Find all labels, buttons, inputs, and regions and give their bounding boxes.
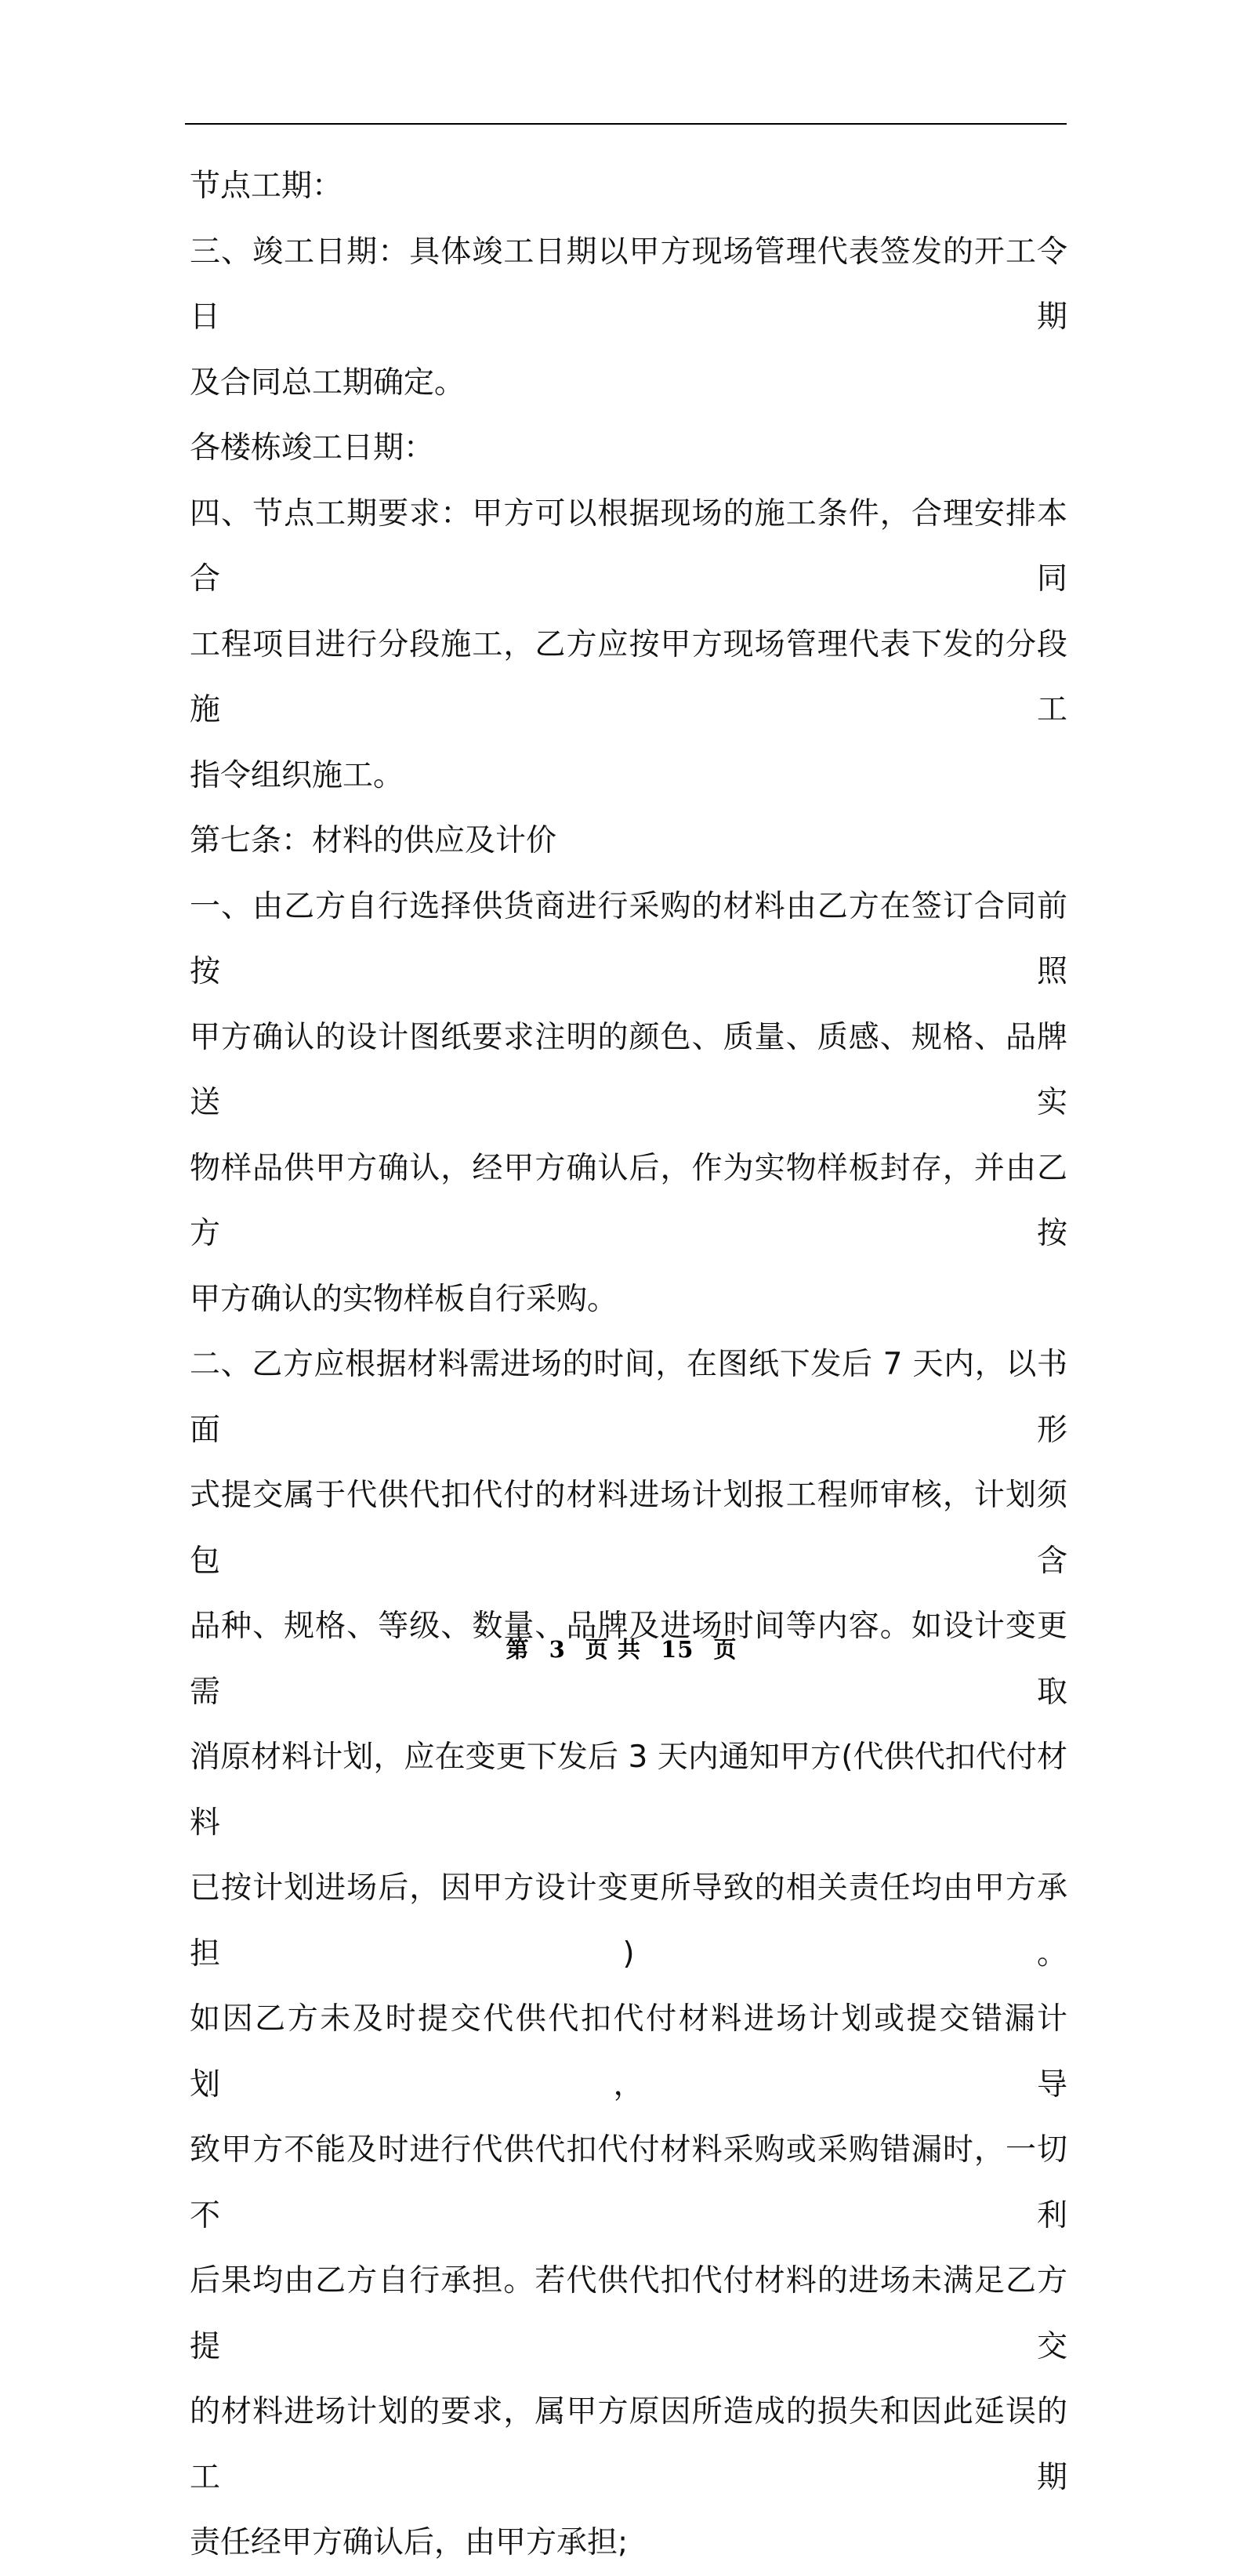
text-line: 节点工期： [190, 169, 343, 204]
text-line: 品种、规格、等级、数量、品牌及进场时间等内容。如设计变更需取 [190, 1609, 1067, 1710]
footer-prefix: 第 [506, 1636, 530, 1663]
text-line: 已按计划进场后，因甲方设计变更所导致的相关责任均由甲方承担)。 [190, 1870, 1067, 1972]
footer-suffix: 页 [713, 1636, 737, 1663]
text-line: 四、节点工期要求：甲方可以根据现场的施工条件，合理安排本合同 [190, 495, 1067, 597]
text-line: 如因乙方未及时提交代供代扣代付材料进场计划或提交错漏计划，导 [190, 2001, 1067, 2103]
total-page-count: 15 [661, 1636, 694, 1663]
document-body [190, 154, 1067, 2576]
text-line: 责任经甲方确认后，由甲方承担; [190, 2525, 629, 2560]
text-line: 后果均由乙方自行承担。若代供代扣代付材料的进场未满足乙方提交 [190, 2263, 1067, 2364]
text-line: 物样品供甲方确认，经甲方确认后，作为实物样板封存，并由乙方按 [190, 1150, 1067, 1251]
text-line: 致甲方不能及时进行代供代扣代付材料采购或采购错漏时，一切不利 [190, 2132, 1067, 2233]
text-line: 二、乙方应根据材料需进场的时间，在图纸下发后 7 天内，以书面形 [190, 1347, 1067, 1448]
text-line: 一、由乙方自行选择供货商进行采购的材料由乙方在签订合同前按照 [190, 888, 1067, 989]
text-line: 甲方确认的实物样板自行采购。 [190, 1281, 618, 1317]
text-line: 各楼栋竣工日期： [190, 430, 435, 466]
text-line: 及合同总工期确定。 [190, 365, 466, 401]
text-line: 的材料进场计划的要求，属甲方原因所造成的损失和因此延误的工期 [190, 2394, 1067, 2495]
section-heading: 第七条：材料的供应及计价 [190, 823, 557, 858]
header-rule [185, 123, 1067, 125]
text-line: 式提交属于代供代扣代付的材料进场计划报工程师审核，计划须包含 [190, 1478, 1067, 1579]
footer-middle: 页 共 [585, 1636, 641, 1663]
page-footer [0, 1632, 1243, 1664]
text-line: 消原材料计划，应在变更下发后 3 天内通知甲方(代供代扣代付材料 [190, 1740, 1067, 1841]
current-page-number: 3 [549, 1636, 566, 1663]
text-line: 指令组织施工。 [190, 757, 404, 793]
text-line: 甲方确认的设计图纸要求注明的颜色、质量、质感、规格、品牌送实 [190, 1019, 1067, 1120]
text-line: 工程项目进行分段施工，乙方应按甲方现场管理代表下发的分段施工 [190, 626, 1067, 727]
text-line: 三、竣工日期：具体竣工日期以甲方现场管理代表签发的开工令日期 [190, 234, 1067, 335]
